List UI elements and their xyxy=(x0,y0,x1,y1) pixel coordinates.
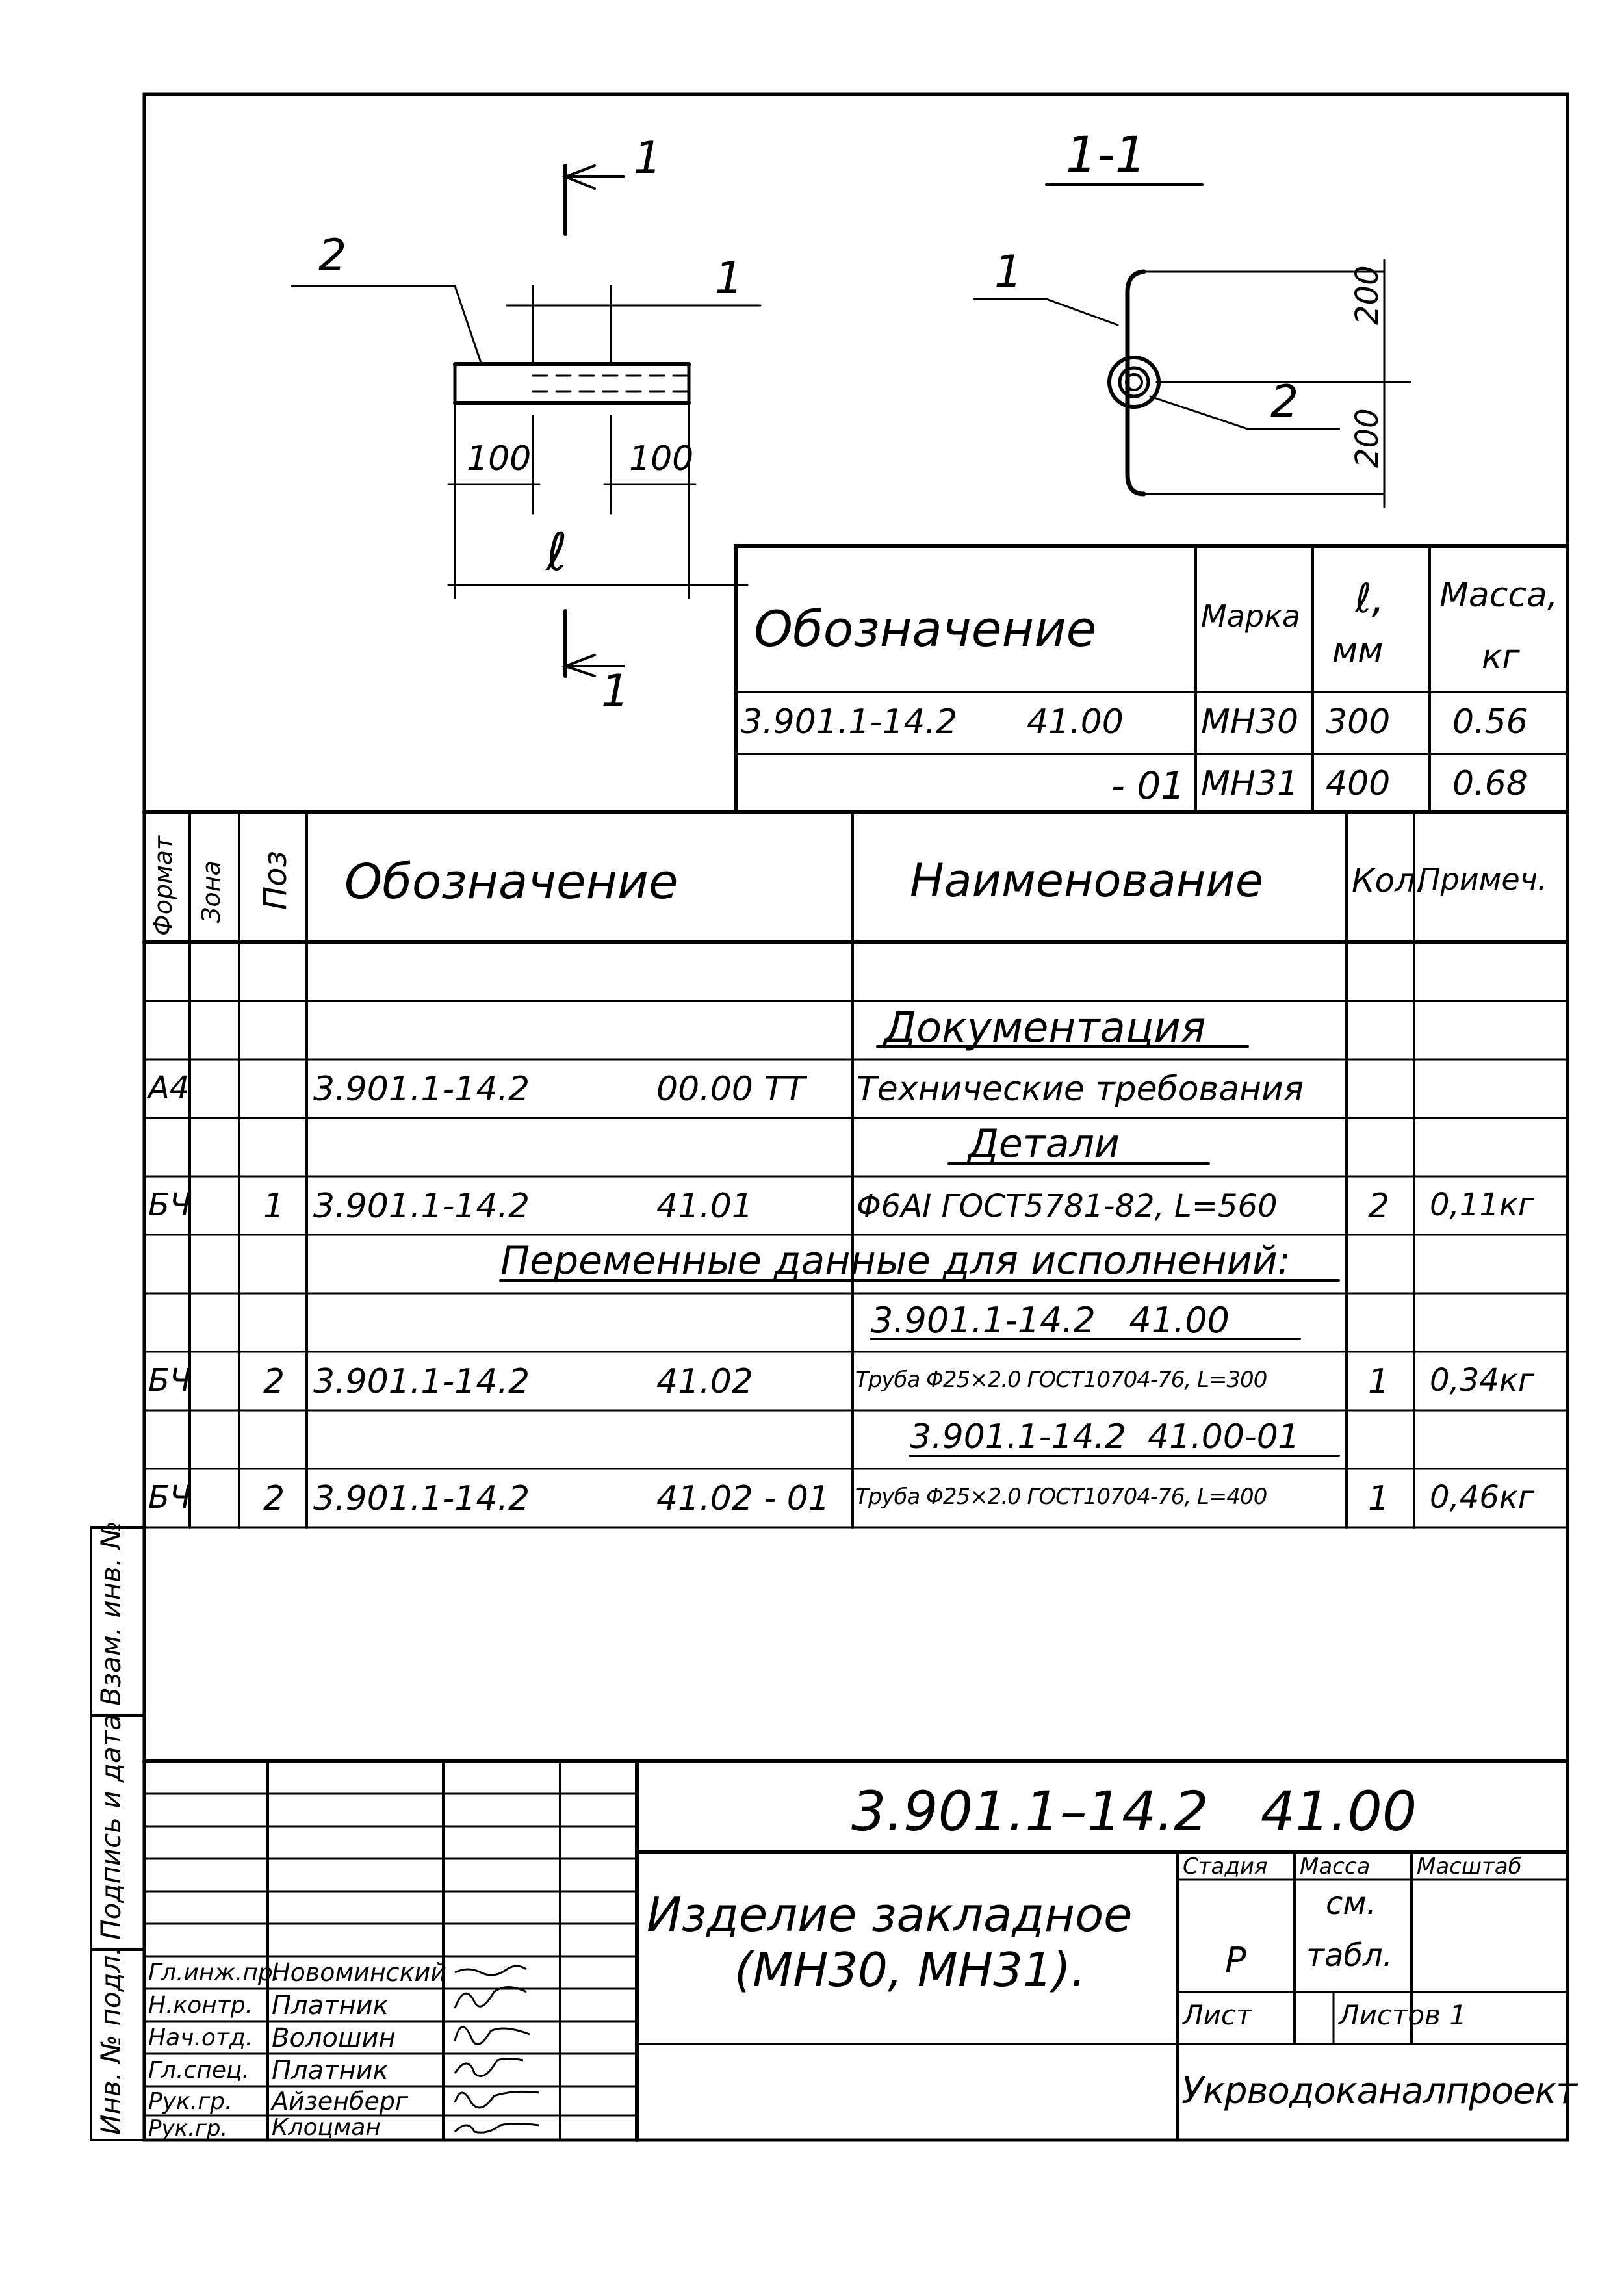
title-product-name-2: (МН30, МН31). xyxy=(734,1943,1086,1997)
section-title: 1-1 xyxy=(1066,125,1147,183)
var-header-mass: Масса, xyxy=(1439,576,1558,615)
sheet-label: Лист xyxy=(1183,1999,1252,2031)
var1-heading: 3.901.1-14.2 41.00 xyxy=(871,1300,1230,1341)
part1-qty: 2 xyxy=(1368,1187,1390,1226)
person-name: Волошин xyxy=(272,2023,396,2053)
var-header-designation: Обозначение xyxy=(754,600,1097,658)
person-name: Айзенберг xyxy=(272,2087,409,2115)
stage-label: Стадия xyxy=(1183,1854,1268,1880)
part2-code: 41.02 xyxy=(656,1362,753,1401)
var-header-length-unit: мм xyxy=(1332,631,1384,670)
part1-pos: 1 xyxy=(263,1187,285,1226)
part2-pos: 2 xyxy=(263,1362,285,1401)
var-row1-mass: 0.56 xyxy=(1452,703,1528,742)
section-dim-bottom: 200 xyxy=(1349,408,1386,468)
part3-note: 0,46кг xyxy=(1430,1479,1535,1516)
part1-designation: 3.901.1-14.2 xyxy=(313,1187,530,1226)
person-role: Нач.отд. xyxy=(148,2024,253,2051)
spec-variable-data: Переменные данные для исполнений: xyxy=(500,1238,1291,1284)
part1-format: БЧ xyxy=(148,1187,191,1223)
dim-end-right: 100 xyxy=(629,439,694,478)
var-header-length: ℓ, xyxy=(1355,575,1385,622)
person-name: Платник xyxy=(272,2056,389,2086)
part2-note: 0,34кг xyxy=(1430,1362,1535,1399)
var-row2-code: - 01 xyxy=(1111,764,1185,808)
stamp-sign-date: Подпись и дата xyxy=(95,1714,127,1940)
section-dim-top: 200 xyxy=(1349,265,1386,325)
stamp-inv-no-sub: Взам. инв. № xyxy=(95,1520,127,1706)
stage-value: Р xyxy=(1225,1940,1246,1981)
spec-header-pos: Поз xyxy=(257,851,294,910)
part1-note: 0,11кг xyxy=(1430,1187,1535,1223)
var-header-mass-unit: кг xyxy=(1482,638,1520,677)
person-name: Платник xyxy=(272,1991,389,2021)
part2-format: БЧ xyxy=(148,1362,191,1399)
person-role: Рук.гр. xyxy=(148,2088,233,2115)
mass-value-1: см. xyxy=(1326,1885,1376,1922)
person-name: Клоцман xyxy=(272,2114,381,2141)
var-row2-mass: 0.68 xyxy=(1452,764,1528,803)
part1-code: 41.01 xyxy=(656,1187,753,1226)
spec-section-parts: Детали xyxy=(968,1121,1120,1167)
part3-qty: 1 xyxy=(1368,1479,1390,1518)
var-header-mark: Марка xyxy=(1201,599,1301,634)
section-leader-2: 2 xyxy=(1270,376,1299,428)
person-role: Рук.гр. xyxy=(148,2115,228,2141)
part2-designation: 3.901.1-14.2 xyxy=(313,1362,530,1401)
var-row1-code: 41.00 xyxy=(1027,703,1124,742)
signature-3 xyxy=(455,2027,530,2045)
cut-label-bottom: 1 xyxy=(601,666,630,717)
person-name: Новоминский xyxy=(272,1958,446,1987)
spec-header-note: Примеч. xyxy=(1418,862,1547,897)
organization: Укрводоканалпроект xyxy=(1181,2070,1577,2112)
sheets-label: Листов 1 xyxy=(1339,1999,1467,2031)
var-row2-length: 400 xyxy=(1326,764,1391,803)
var2-heading: 3.901.1-14.2 41.00-01 xyxy=(910,1417,1300,1456)
signature-1 xyxy=(455,1966,526,1975)
doc-row-name: Технические требования xyxy=(857,1070,1304,1109)
var-row1-designation: 3.901.1-14.2 xyxy=(741,703,958,742)
title-product-name-1: Изделие закладное xyxy=(647,1887,1133,1942)
dim-end-left: 100 xyxy=(467,439,532,478)
part2-name: Труба Φ25×2.0 ГОСТ10704-76, L=300 xyxy=(855,1367,1267,1393)
spec-header-format: Формат xyxy=(149,835,177,936)
mass-label: Масса xyxy=(1300,1854,1371,1880)
title-doc-code: 3.901.1–14.2 41.00 xyxy=(851,1779,1417,1843)
part3-format: БЧ xyxy=(148,1479,191,1516)
stamp-inv-no-orig: Инв. № подл. xyxy=(95,1946,127,2135)
doc-row-designation: 3.901.1-14.2 xyxy=(313,1070,530,1109)
person-role: Гл.инж.пр. xyxy=(148,1959,281,1986)
person-role: Гл.спец. xyxy=(148,2057,250,2084)
signature-5 xyxy=(455,2091,539,2108)
part3-code: 41.02 - 01 xyxy=(656,1479,830,1518)
leader-label-2: 2 xyxy=(318,230,347,281)
signature-2 xyxy=(455,1987,526,2009)
signature-4 xyxy=(455,2059,523,2076)
dim-length: ℓ xyxy=(546,522,568,582)
var-row2-mark: МН31 xyxy=(1201,764,1299,803)
person-role: Н.контр. xyxy=(148,1992,253,2019)
doc-row-format: А4 xyxy=(148,1070,190,1106)
part1-name: Φ6АI ГОСТ5781-82, L=560 xyxy=(857,1188,1278,1224)
var-row1-length: 300 xyxy=(1326,703,1391,742)
spec-header-designation: Обозначение xyxy=(344,854,678,910)
scale-label: Масштаб xyxy=(1417,1854,1522,1880)
part3-name: Труба Φ25×2.0 ГОСТ10704-76, L=400 xyxy=(855,1484,1267,1510)
leader-label-1: 1 xyxy=(715,253,743,304)
doc-row-code: 00.00 ТТ xyxy=(656,1070,805,1109)
var-row1-mark: МН30 xyxy=(1201,703,1299,742)
spec-header-name: Наименование xyxy=(910,854,1263,907)
cut-label-top: 1 xyxy=(634,133,662,184)
spec-header-qty: Кол. xyxy=(1352,862,1426,899)
part3-designation: 3.901.1-14.2 xyxy=(313,1479,530,1518)
spec-header-zone: Зона xyxy=(197,860,226,923)
part3-pos: 2 xyxy=(263,1479,285,1518)
spec-section-docs: Документация xyxy=(884,1004,1206,1052)
part2-qty: 1 xyxy=(1368,1362,1390,1401)
mass-value-2: табл. xyxy=(1306,1937,1393,1974)
section-leader-1: 1 xyxy=(994,246,1023,298)
signature-6 xyxy=(455,2124,539,2133)
